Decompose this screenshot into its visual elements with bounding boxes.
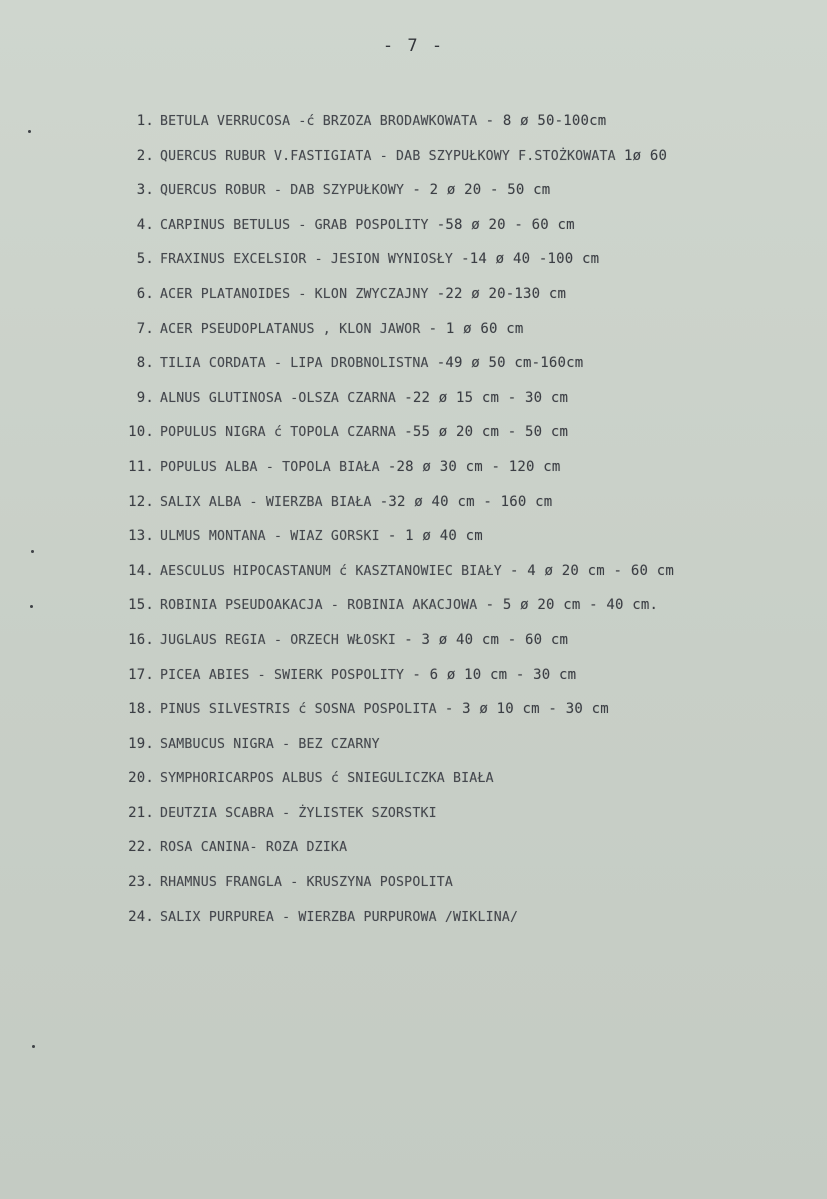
species-name: POPULUS NIGRA ć TOPOLA CZARNA <box>160 425 397 441</box>
count-diameter: - 3 ø 10 cm - 30 cm <box>444 701 609 718</box>
list-item <box>112 346 812 381</box>
count-diameter: 1ø 60 <box>623 147 668 164</box>
species-name: ACER PSEUDOPLATANUS , KLON JAWOR <box>160 321 421 337</box>
count-diameter: - 6 ø 10 cm - 30 cm <box>412 666 577 683</box>
count-diameter: - 8 ø 50-100cm <box>485 113 607 129</box>
species-name: ALNUS GLUTINOSA -OLSZA CZARNA <box>160 390 397 406</box>
species-name: ACER PLATANOIDES - KLON ZWYCZAJNY <box>160 286 429 302</box>
entry-number: 22. <box>128 839 154 856</box>
list-item <box>112 796 812 831</box>
margin-mark <box>31 550 34 553</box>
species-name: SALIX PURPUREA - WIERZBA PURPUROWA /WIKLINA/ <box>160 909 519 925</box>
list-item <box>112 312 812 347</box>
entry-number: 3. <box>136 182 154 199</box>
count-diameter: -14 ø 40 -100 cm <box>461 251 600 268</box>
entry-number: 10. <box>128 424 154 441</box>
list-item <box>112 554 812 589</box>
list-item <box>112 277 812 312</box>
entry-number: 15. <box>128 597 154 614</box>
list-item <box>112 692 812 727</box>
list-item <box>112 900 812 935</box>
species-name: ROSA CANINA- ROZA DZIKA <box>160 840 348 856</box>
species-name: RHAMNUS FRANGLA - KRUSZYNA POSPOLITA <box>160 875 454 891</box>
entry-number: 20. <box>128 770 154 787</box>
list-item <box>112 173 812 208</box>
count-diameter: -22 ø 20-130 cm <box>436 285 567 302</box>
entry-number: 14. <box>128 562 154 579</box>
list-item <box>112 658 812 693</box>
tree-inventory-list <box>112 104 812 934</box>
entry-number: 16. <box>128 631 154 648</box>
entry-number: 23. <box>128 874 154 891</box>
margin-mark <box>30 605 33 608</box>
list-item <box>112 242 812 277</box>
margin-mark <box>32 1045 35 1048</box>
entry-number: 13. <box>128 528 154 545</box>
page-number: - 7 - <box>382 36 445 56</box>
count-diameter: - 3 ø 40 cm - 60 cm <box>404 631 569 648</box>
count-diameter: - 5 ø 20 cm - 40 cm. <box>485 597 659 614</box>
entry-number: 2. <box>136 147 154 164</box>
species-name: JUGLAUS REGIA - ORZECH WŁOSKI <box>160 632 397 648</box>
count-diameter: -22 ø 15 cm - 30 cm <box>404 389 569 406</box>
list-item <box>112 830 812 865</box>
list-item <box>112 139 812 174</box>
list-item <box>112 588 812 623</box>
count-diameter: -55 ø 20 cm - 50 cm <box>404 424 569 441</box>
species-name: CARPINUS BETULUS - GRAB POSPOLITY <box>160 217 429 233</box>
species-name: ULMUS MONTANA - WIAZ GORSKI <box>160 529 380 545</box>
count-diameter: -32 ø 40 cm - 160 cm <box>379 493 553 510</box>
species-name: QUERCUS RUBUR V.FASTIGIATA - DAB SZYPUŁKOWY F.STOŻKOWATA <box>160 148 616 164</box>
entry-number: 7. <box>136 320 154 337</box>
list-item <box>112 761 812 796</box>
list-item <box>112 519 812 554</box>
species-name: BETULA VERRUCOSA -ć BRZOZA BRODAWKOWATA <box>160 114 478 129</box>
list-item <box>112 415 812 450</box>
list-item <box>112 208 812 243</box>
entry-number: 9. <box>136 389 154 406</box>
count-diameter: -49 ø 50 cm-160cm <box>436 355 584 372</box>
count-diameter: -28 ø 30 cm - 120 cm <box>387 458 561 475</box>
count-diameter: -58 ø 20 - 60 cm <box>436 216 575 233</box>
species-name: AESCULUS HIPOCASTANUM ć KASZTANOWIEC BIAŁY <box>160 563 502 579</box>
margin-mark <box>28 130 31 133</box>
entry-number: 5. <box>136 251 154 268</box>
species-name: PINUS SILVESTRIS ć SOSNA POSPOLITA <box>160 702 437 718</box>
entry-number: 11. <box>128 458 154 475</box>
species-name: ROBINIA PSEUDOAKACJA - ROBINIA AKACJOWA <box>160 598 478 614</box>
entry-number: 1. <box>136 113 154 129</box>
species-name: QUERCUS ROBUR - DAB SZYPUŁKOWY <box>160 183 405 199</box>
entry-number: 6. <box>136 285 154 302</box>
entry-number: 21. <box>128 804 154 821</box>
entry-number: 18. <box>128 701 154 718</box>
species-name: TILIA CORDATA - LIPA DROBNOLISTNA <box>160 356 429 372</box>
list-item <box>112 727 812 762</box>
entry-number: 19. <box>128 735 154 752</box>
species-name: PICEA ABIES - SWIERK POSPOLITY <box>160 667 405 683</box>
entry-number: 24. <box>128 908 154 925</box>
species-name: FRAXINUS EXCELSIOR - JESION WYNIOSŁY <box>160 252 454 268</box>
species-name: SALIX ALBA - WIERZBA BIAŁA <box>160 494 372 510</box>
entry-number: 8. <box>136 355 154 372</box>
list-item <box>112 865 812 900</box>
list-item <box>112 623 812 658</box>
entry-number: 4. <box>136 216 154 233</box>
entry-number: 12. <box>128 493 154 510</box>
list-item <box>112 381 812 416</box>
list-item <box>112 104 812 139</box>
count-diameter: - 1 ø 40 cm <box>387 528 483 545</box>
count-diameter: - 2 ø 20 - 50 cm <box>412 182 551 199</box>
species-name: DEUTZIA SCABRA - ŻYLISTEK SZORSTKI <box>160 805 437 821</box>
species-name: SAMBUCUS NIGRA - BEZ CZARNY <box>160 736 380 752</box>
list-item <box>112 485 812 520</box>
count-diameter: - 1 ø 60 cm <box>428 320 524 337</box>
entry-number: 17. <box>128 666 154 683</box>
species-name: POPULUS ALBA - TOPOLA BIAŁA <box>160 459 380 475</box>
list-item <box>112 450 812 485</box>
species-name: SYMPHORICARPOS ALBUS ć SNIEGULICZKA BIAŁA <box>160 771 494 787</box>
count-diameter: - 4 ø 20 cm - 60 cm <box>510 562 674 579</box>
